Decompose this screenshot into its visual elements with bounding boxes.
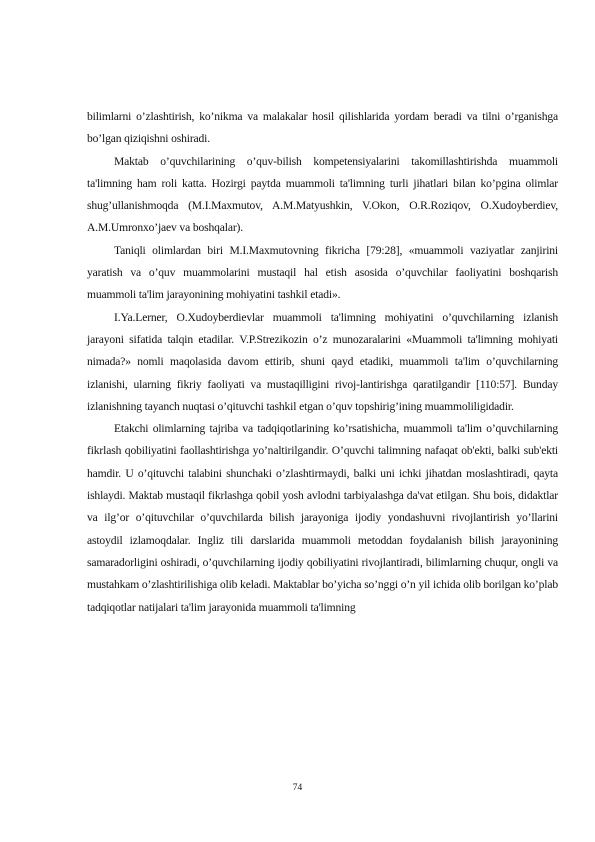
page-number: 74 — [292, 783, 303, 793]
body-text — [87, 106, 558, 619]
paragraph-3: Taniqli olimlardan biri M.I.Maxmutovning fikricha [79:28], «muammoli vaziyatlar zanjirini yaratish va o’quv muammolarini mustaqil hal etish asosida o’quvchilar faoliyatini boshqarish muammoli ta'lim jarayonining mohiyatini tashkil etadi». — [87, 243, 558, 302]
paragraph-1: bilimlarni o’zlashtirish, ko’nikma va malakalar hosil qilishlarida yordam beradi va tilni o’rganishga bo’lgan qiziqishni oshiradi. — [87, 110, 558, 146]
paragraph-4: I.Ya.Lerner, O.Xudoyberdievlar muammoli ta'limning mohiyatini o’quvchilarning izlanish jarayoni sifatida talqin etadilar. V.P.Strezikozin o’z munozaralarini «Muammoli ta'limning mohiyati nimada?» nomli maqolasida davom ettirib, shuni qayd etadiki, muammoli ta'lim o’quvchilarning izlanishi, ularning fikriy faoliyati va mustaqilligini rivoj-lantirishga qaratilgandir [110:57]. Bunday izlanishning tayanch nuqtasi o’qituvchi tashkil etgan o’quv topshirig’ining muammoliligidadir. — [87, 310, 558, 413]
paragraph-5: Etakchi olimlarning tajriba va tadqiqotlarining ko’rsatishicha, muammoli ta'lim o’quvchilarning fikrlash qobiliyatini faollashtirishga yo’naltirilgandir. O’quvchi talimning nafaqat ob'ekti, balki sub'ekti hamdir. U o’qituvchi talabini shunchaki o’zlashtirmaydi, balki uni ichki jihatdan moslashtiradi, qayta ishlaydi. Maktab mustaqil fikrlashga qobil yosh avlodni tarbiyalashga da'vat etilgan. Shu bois, didaktlar va ilg’or o’qituvchilar o’quvchilarda bilish jarayoniga ijodiy yondashuvni rivojlantirish yo’llarini astoydil izlamoqdalar. Ingliz tili darslarida muammoli metoddan foydalanish bilish jarayonining samaradorligini oshiradi, o’quvchilarning ijodiy qobiliyatini rivojlantiradi, bilimlarning chuqur, ongli va mustahkam o’zlashtirilishiga olib keladi. Maktablar bo’yicha so’nggi o’n yil ichida olib borilgan ko’plab tadqiqotlar natijalari ta'lim jarayonida muammoli ta'limning — [87, 422, 558, 614]
paragraph-2: Maktab o’quvchilarining o’quv-bilish kompetensiyalarini takomillashtirishda muammoli ta'limning ham roli katta. Hozirgi paytda muammoli ta'limning turli jihatlari bilan ko’pgina olimlar shug’ullanishmoqda (M.I.Maxmutov, A.M.Matyushkin, V.Okon, O.R.Roziqov, O.Xudoyberdiev, A.M.Umronxo’jaev va boshqalar). — [87, 154, 558, 235]
